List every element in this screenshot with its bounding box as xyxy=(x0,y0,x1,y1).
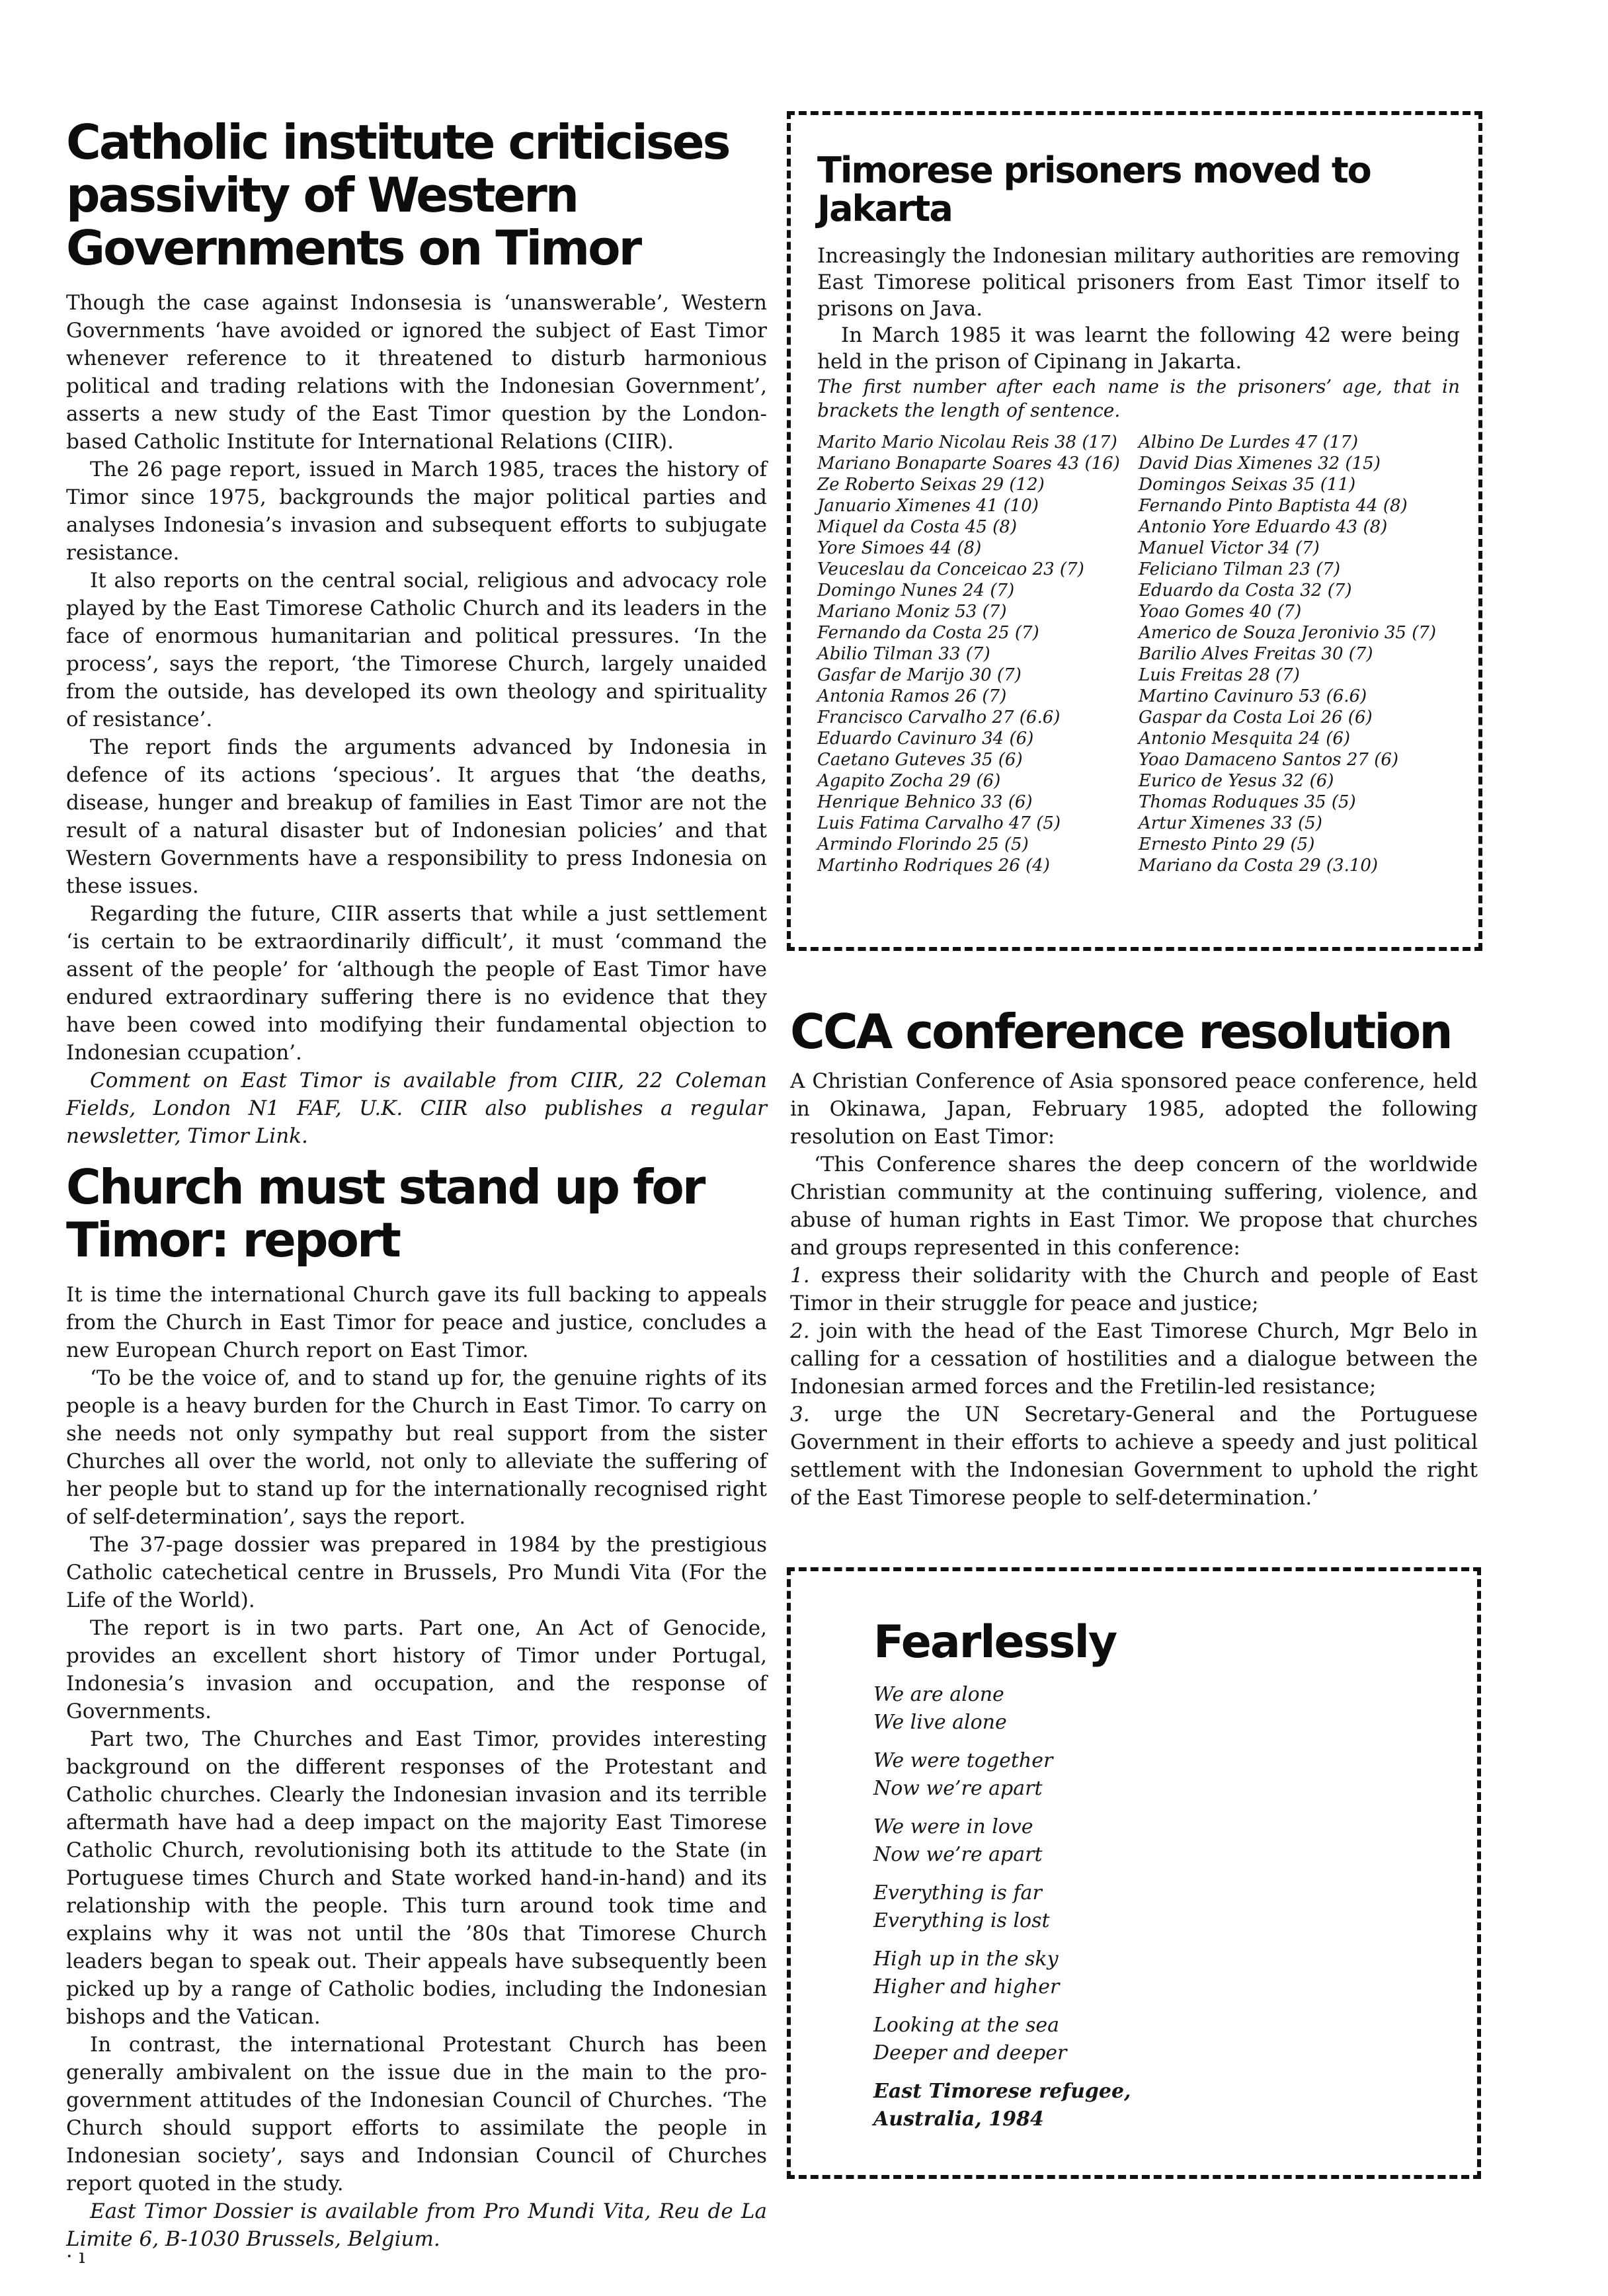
list-item: Gasfar de Marijo 30 (7) xyxy=(817,665,1022,685)
poem-credit xyxy=(873,2078,1451,2133)
list-item: Thomas Roduques 35 (5) xyxy=(1139,792,1356,812)
article1-paragraph: Though the case against Indonsesia is ‘unanswerable’, Western Governments ‘have avoided or ignored the subject of East Timor whenever reference to it threatened to disturb harmonious political and trading relations with the Indonesian Government’, asserts a new study of the East Timor question by the London-based Catholic Institute for International Relations (CIIR). xyxy=(66,291,767,454)
list-item: Feliciano Tilman 23 (7) xyxy=(1139,559,1340,579)
list-item: Eurico de Yesus 32 (6) xyxy=(1139,771,1334,791)
article2-paragraph: In contrast, the international Protestant Church has been generally ambivalent on the issue due in the main to the pro-government attitudes of the Indonesian Council of Churches. ‘The Church should support efforts to assimilate the people in Indonesian society’, says and Indonsian Council of Churches report quoted in the study. xyxy=(66,2033,767,2195)
prisoners-paragraph: In March 1985 it was learnt the following 42 were being held in the prison of Cipinang in Jakarta. xyxy=(817,323,1460,374)
article1-paragraph: It also reports on the central social, religious and advocacy role played by the East Timorese Catholic Church and its leaders in the face of enormous humanitarian and political pressures. ‘In the process’, says the report, ‘the Timorese Church, largely unaided from the outside, has developed its own theology and spirituality of resistance’. xyxy=(66,569,767,731)
list-item: Eduardo Cavinuro 34 (6) xyxy=(817,729,1034,749)
list-item: Veuceslau da Conceicao 23 (7) xyxy=(817,559,1084,579)
article-church-stand-up xyxy=(66,1161,767,2253)
article2-headline: Church must stand up for Timor: report xyxy=(66,1159,704,1268)
cca-intro: A Christian Conference of Asia sponsored peace conference, held in Okinawa, Japan, February 1985, adopted the following resolution on East Timor: xyxy=(790,1069,1478,1149)
prisoners-paragraph: Increasingly the Indonesian military authorities are removing East Timorese political prisoners from East Timor itself to prisons on Java. xyxy=(817,244,1460,321)
list-item: Artur Ximenes 33 (5) xyxy=(1139,813,1322,833)
poem-line: Now we’re apart xyxy=(873,1777,1043,1800)
prisoner-list-right xyxy=(1139,432,1460,876)
item-text: express their solidarity with the Church and people of East Timor in their struggle for peace and justice; xyxy=(790,1264,1478,1315)
list-item: Americo de Souza Jeronivio 35 (7) xyxy=(1139,623,1437,643)
poem-line: We were together xyxy=(873,1749,1053,1772)
poem-body xyxy=(873,1681,1451,2133)
list-item: Francisco Carvalho 27 (6.6) xyxy=(817,708,1061,727)
list-item: David Dias Ximenes 32 (15) xyxy=(1139,454,1381,473)
cca-quote: ‘This Conference shares the deep concern of the worldwide Christian community at the continuing suffering, violence, and abuse of human rights in East Timor. We propose that churches and groups represented in this conference: xyxy=(790,1153,1478,1260)
poem-line: Everything is far xyxy=(873,1881,1042,1905)
list-item: Ze Roberto Seixas 29 (12) xyxy=(817,475,1045,495)
poem-box xyxy=(787,1567,1481,2179)
list-item: Manuel Victor 34 (7) xyxy=(1139,538,1320,558)
poem-line: Higher and higher xyxy=(873,1975,1060,1998)
article2-paragraph: It is time the international Church gave its full backing to appeals from the Church in East Timor for peace and justice, concludes a new European Church report on East Timor. xyxy=(66,1283,767,1362)
poem-line: We live alone xyxy=(873,1711,1007,1734)
article2-paragraph: The 37-page dossier was prepared in 1984 by the prestigious Catholic catechetical centre in Brussels, Pro Mundi Vita (For the Life of the World). xyxy=(66,1533,767,1612)
list-item: Yoao Damaceno Santos 27 (6) xyxy=(1139,750,1399,770)
poem-line: Now we’re apart xyxy=(873,1843,1043,1866)
poem-line: Looking at the sea xyxy=(873,2014,1060,2037)
poem-line: Deeper and deeper xyxy=(873,2041,1067,2065)
article2-availability-note: East Timor Dossier is available from Pro Mundi Vita, Reu de La Limite 6, B-1030 Brussels, Belgium. xyxy=(66,2199,767,2251)
article2-paragraph: ‘To be the voice of, and to stand up for, the genuine rights of its people is a heavy burden for the Church in East Timor. To carry on she needs not only sympathy but real support from the sister Churches all over the world, not only to alleviate the suffering of her people but to stand up for the internationally recognised right of self-determination’, says the report. xyxy=(66,1366,767,1529)
poem-stanza xyxy=(873,1681,1451,1737)
list-item: Armindo Florindo 25 (5) xyxy=(817,835,1029,854)
article1-headline: Catholic institute criticises passivity of Western Governments on Timor xyxy=(66,114,729,276)
article1-body xyxy=(66,289,767,1150)
poem-stanza xyxy=(873,1747,1451,1803)
prisoners-headline: Timorese prisoners moved to Jakarta xyxy=(817,149,1371,229)
list-item: Mariano Bonaparte Soares 43 (16) xyxy=(817,454,1120,473)
list-item: Luis Freitas 28 (7) xyxy=(1139,665,1300,685)
poem-line: We were in love xyxy=(873,1815,1033,1838)
article1-paragraph: Regarding the future, CIIR asserts that while a just settlement ‘is certain to be extraordinarily difficult’, it must ‘command the assent of the people’ for ‘although the people of East Timor have endured extraordinary suffering there is no evidence that they have been cowed into modifying their fundamental objection to Indonesian ccupation’. xyxy=(66,902,767,1065)
list-item: Yoao Gomes 40 (7) xyxy=(1139,602,1302,622)
list-item: Luis Fatima Carvalho 47 (5) xyxy=(817,813,1061,833)
item-text: join with the head of the East Timorese Church, Mgr Belo in calling for a cessation of hostilities and a dialogue between the Indonesian armed forces and the Fretilin-led resistance; xyxy=(790,1319,1478,1399)
cca-resolution-item xyxy=(790,1317,1478,1401)
poem-stanza xyxy=(873,2012,1451,2067)
prisoner-list xyxy=(817,432,1460,876)
poem-line: We are alone xyxy=(873,1683,1004,1706)
list-item: Domingos Seixas 35 (11) xyxy=(1139,475,1356,495)
list-item: Miquel da Costa 45 (8) xyxy=(817,517,1017,537)
list-item: Henrique Behnico 33 (6) xyxy=(817,792,1033,812)
article-catholic-institute xyxy=(66,116,767,1150)
prisoners-box xyxy=(787,111,1482,951)
list-item: Albino De Lurdes 47 (17) xyxy=(1139,432,1359,452)
list-item: Antonia Ramos 26 (7) xyxy=(817,686,1007,706)
article2-paragraph: The report is in two parts. Part one, An Act of Genocide, provides an excellent short history of Timor under Portugal, Indonesia’s invasion and occupation, and the response of Governments. xyxy=(66,1616,767,1723)
list-item: Mariano da Costa 29 (3.10) xyxy=(1139,856,1379,876)
list-item: Fernando Pinto Baptista 44 (8) xyxy=(1139,496,1408,516)
list-item: Eduardo da Costa 32 (7) xyxy=(1139,581,1352,600)
list-item: Domingo Nunes 24 (7) xyxy=(817,581,1015,600)
list-item: Yore Simoes 44 (8) xyxy=(817,538,982,558)
item-number: 3. xyxy=(790,1403,810,1426)
list-item: Mariano Moniz 53 (7) xyxy=(817,602,1007,622)
list-item: Gaspar da Costa Loi 26 (6) xyxy=(1139,708,1373,727)
list-item: Antonio Yore Eduardo 43 (8) xyxy=(1139,517,1388,537)
article2-body xyxy=(66,1281,767,2253)
list-item: Marito Mario Nicolau Reis 38 (17) xyxy=(817,432,1117,452)
poem-line: Everything is lost xyxy=(873,1909,1050,1932)
cca-body xyxy=(790,1067,1478,1512)
list-item: Martino Cavinuro 53 (6.6) xyxy=(1139,686,1367,706)
prisoners-body xyxy=(817,243,1460,423)
poem-line: High up in the sky xyxy=(873,1948,1059,1971)
poem-stanza xyxy=(873,1813,1451,1869)
article2-paragraph: Part two, The Churches and East Timor, provides interesting background on the different responses of the Protestant and Catholic churches. Clearly the Indonesian invasion and its terrible aftermath have had a deep impact on the majority East Timorese Catholic Church, revolutionising both its attitude to the State (in Portuguese times Church and State worked hand-in-hand) and its relationship with the people. This turn around took time and explains why it was not until the ’80s that Timorese Church leaders began to speak out. Their appeals have subsequently been picked up by a range of Catholic bodies, including the Indonesian bishops and the Vatican. xyxy=(66,1727,767,2029)
prisoner-list-left xyxy=(817,432,1139,876)
poem-stanza xyxy=(873,1879,1451,1935)
prisoners-sentence-note: The first number after each name is the prisoners’ age, that in brackets the length of sentence. xyxy=(817,376,1460,421)
article-cca-resolution xyxy=(790,1005,1478,1512)
page-mark: · ı xyxy=(66,2245,85,2268)
list-item: Januario Ximenes 41 (10) xyxy=(817,496,1039,516)
list-item: Antonio Mesquita 24 (6) xyxy=(1139,729,1351,749)
list-item: Barilio Alves Freitas 30 (7) xyxy=(1139,644,1373,664)
item-number: 2. xyxy=(790,1319,810,1343)
poem-credit-line: Australia, 1984 xyxy=(873,2108,1044,2131)
list-item: Ernesto Pinto 29 (5) xyxy=(1139,835,1315,854)
cca-resolution-item xyxy=(790,1401,1478,1512)
cca-resolution-item xyxy=(790,1262,1478,1317)
list-item: Agapito Zocha 29 (6) xyxy=(817,771,1001,791)
item-text: urge the UN Secretary-General and the Portuguese Government in their efforts to achieve a speedy and just political settlement with the Indonesian Government to uphold the right of the East Timorese people to self-determination.’ xyxy=(790,1403,1478,1510)
list-item: Caetano Guteves 35 (6) xyxy=(817,750,1023,770)
poem-credit-line: East Timorese refugee, xyxy=(873,2080,1131,2103)
article1-paragraph: The report finds the arguments advanced by Indonesia in defence of its actions ‘specious’. It argues that ‘the deaths, disease, hunger and breakup of families in East Timor are not the result of a natural disaster but of Indonesian policies’ and that Western Governments have a responsibility to press Indonesia on these issues. xyxy=(66,735,767,898)
article1-availability-note: Comment on East Timor is available from CIIR, 22 Coleman Fields, London N1 FAF, U.K. CIIR also publishes a regular newsletter, Timor Link. xyxy=(66,1069,767,1148)
list-item: Martinho Rodriques 26 (4) xyxy=(817,856,1050,876)
poem-title: Fearlessly xyxy=(873,1616,1117,1668)
list-item: Abilio Tilman 33 (7) xyxy=(817,644,990,664)
article1-paragraph: The 26 page report, issued in March 1985, traces the history of Timor since 1975, backgrounds the major political parties and analyses Indonesia’s invasion and subsequent efforts to subjugate resistance. xyxy=(66,458,767,565)
item-number: 1. xyxy=(790,1264,810,1288)
poem-stanza xyxy=(873,1946,1451,2001)
list-item: Fernando da Costa 25 (7) xyxy=(817,623,1039,643)
cca-headline: CCA conference resolution xyxy=(790,1004,1451,1059)
